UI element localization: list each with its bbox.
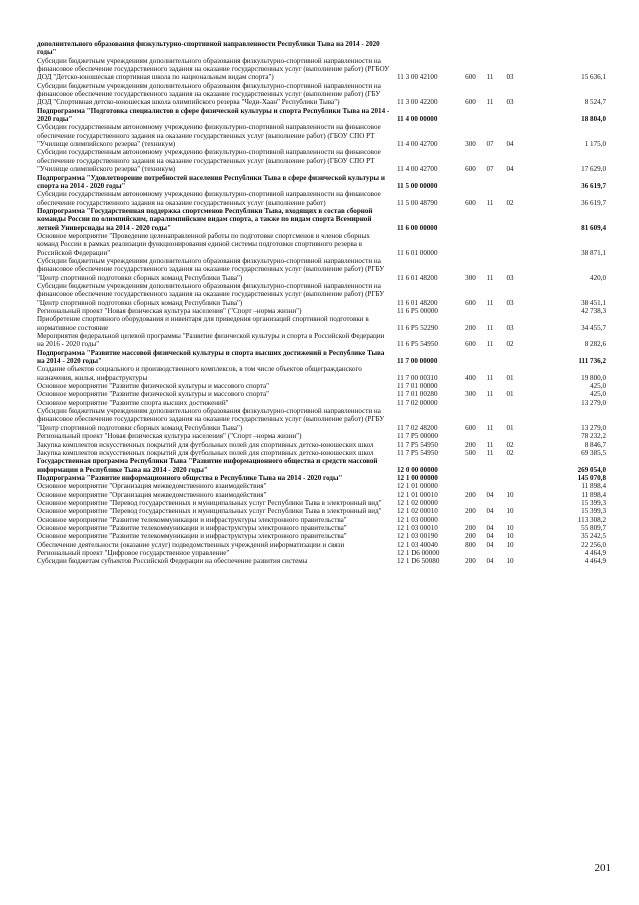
row-name: Субсидии бюджетным учреждениям дополнительного образования физкультурно-спортивной направленности на финансовое обеспечение государственного задания на оказание государственных услуг (выполнение работ) (ГБУ ДОД "Спортивная детско-юношеская школа олимпийского резерва "Чеди-Хаан" Республики Тыва"): [37, 81, 381, 107]
row-code: 11 6 01 00000: [397, 248, 438, 257]
row-rz: 07: [486, 140, 494, 149]
table-row: [37, 123, 617, 148]
table-row: [37, 499, 617, 507]
row-rz: 11: [486, 198, 494, 207]
row-name: Создание объектов социального и производственного комплексов, в том числе объектов общегражданского назначения, жилья, инфраструктуры: [37, 365, 362, 382]
row-sum: 17 629,0: [581, 165, 606, 174]
table-row: [37, 332, 617, 349]
row-vr: 800: [465, 540, 476, 549]
row-code: 11 6 01 48200: [397, 298, 438, 307]
table-row: [37, 40, 617, 57]
table-row: [37, 516, 617, 524]
row-sum: 55 809,7: [581, 523, 606, 532]
row-sum: 19 800,0: [581, 373, 606, 382]
row-sum: 13 279,0: [581, 398, 606, 407]
page-number: 201: [594, 862, 611, 874]
row-code: 11 5 00 00000: [397, 181, 438, 190]
row-pr: 03: [506, 273, 514, 282]
row-pr: 10: [506, 507, 514, 516]
table-row: [37, 82, 617, 107]
row-code: 12 1 02 00000: [397, 498, 438, 507]
row-name: Основное мероприятие "Организация межведомственного взаимодействия": [37, 482, 267, 491]
row-code: 11 7 P5 54950: [397, 440, 438, 449]
table-row: [37, 282, 617, 307]
row-name: Субсидии бюджетным учреждениям дополнительного образования физкультурно-спортивной направленности на финансовое обеспечение государственного задания на оказание государственных услуг (выполнение работ) (РГБУ "Центр спортивной подготовки сборных команд Республики Тыва"): [37, 281, 385, 307]
row-vr: 600: [465, 73, 476, 82]
row-name: Субсидии государственным автономному учреждению физкультурно-спортивной направленности на финансовое обеспечение государственного задания на оказание государственных услуг (выполнение работ): [37, 190, 381, 207]
row-sum: 42 738,3: [581, 307, 606, 315]
table-row: [37, 57, 617, 82]
row-pr: 03: [506, 73, 514, 82]
row-sum: 420,0: [590, 273, 606, 282]
row-name: Обеспечение деятельности (оказание услуг) подведомственных учреждений информатизации и связи: [37, 540, 345, 549]
row-vr: 200: [465, 557, 476, 566]
row-name: Основное мероприятие "Развитие спорта высших достижений": [37, 398, 229, 407]
row-code: 11 7 02 48200: [397, 423, 438, 432]
table-row: [37, 432, 617, 440]
row-rz: 11: [486, 323, 494, 332]
row-pr: 10: [506, 532, 514, 541]
row-name: Закупка комплектов искусственных покрытий для футбольных полей для спортивных детско-юношеских школ: [37, 448, 374, 457]
row-pr: 03: [506, 323, 514, 332]
row-vr: 200: [465, 440, 476, 449]
row-sum: 69 385,5: [581, 448, 606, 457]
row-sum: 38 871,1: [581, 248, 606, 257]
row-name: Основное мероприятие "Перевод государственных и муниципальных услуг Республики Тыва в электронный вид": [37, 507, 382, 516]
row-code: 11 7 00 00000: [397, 357, 438, 366]
table-row: [37, 482, 617, 490]
row-code: 11 7 02 00000: [397, 398, 438, 407]
row-code: 12 1 00 00000: [397, 473, 438, 482]
table-row: [37, 407, 617, 432]
row-pr: 01: [506, 373, 514, 382]
table-row: [37, 382, 617, 390]
row-name: Субсидии государственным автономному учреждению физкультурно-спортивной направленности на финансовое обеспечение государственного задания на оказание государственных услуг (выполнение работ) (ГБОУ СПО РТ "Училище олимпийского резерва" (техникум): [37, 148, 381, 174]
row-name: Мероприятия федеральной целевой программы "Развитие физической культуры и спорта в Российской Федерации на 2016 - 2020 годы": [37, 332, 385, 349]
row-code: 11 7 P5 54950: [397, 448, 438, 457]
row-code: 11 6 00 00000: [397, 223, 438, 232]
table-row: [37, 441, 617, 449]
table-row: [37, 449, 617, 457]
row-vr: 600: [465, 298, 476, 307]
row-name: Основное мероприятие "Развитие физической культуры и массового спорта": [37, 390, 270, 399]
row-code: 12 1 D6 50080: [397, 557, 440, 566]
row-name: Региональный проект "Новая физическая культура населения" ("Спорт –норма жизни"): [37, 307, 302, 315]
row-code: 11 7 P5 00000: [397, 432, 438, 441]
row-code: 11 6 P5 52290: [397, 323, 438, 332]
budget-table: [37, 40, 617, 566]
table-row: [37, 232, 617, 257]
row-code: 11 3 00 42200: [397, 98, 438, 107]
table-row: [37, 390, 617, 398]
row-sum: 425,0: [590, 390, 606, 399]
table-row: [37, 532, 617, 540]
row-rz: 04: [486, 540, 494, 549]
row-sum: 81 609,4: [581, 223, 606, 232]
row-rz: 07: [486, 165, 494, 174]
table-row: [37, 541, 617, 549]
row-vr: 200: [465, 532, 476, 541]
row-name: Подпрограмма "Развитие массовой физической культуры и спорта высших достижений в Республике Тыва на 2014 - 2020 годы": [37, 348, 385, 366]
row-rz: 04: [486, 523, 494, 532]
row-sum: 18 804,0: [581, 115, 606, 124]
row-rz: 11: [486, 440, 494, 449]
row-name: Закупка комплектов искусственных покрытий для футбольных полей для спортивных детско-юношеских школ: [37, 440, 374, 449]
row-pr: 10: [506, 490, 514, 499]
row-sum: 36 619,7: [581, 181, 606, 190]
row-sum: 8 524,7: [584, 98, 606, 107]
table-row: [37, 399, 617, 407]
row-name: Субсидии бюджетным учреждениям дополнительного образования физкультурно-спортивной направленности на финансовое обеспечение государственного задания на оказание государственных услуг (выполнение работ) (РГБОУ ДОД "Детско-юношеская спортивная школа по национальным видам спорта"): [37, 56, 390, 82]
row-name: Субсидии бюджетам субъектов Российской Федерации на обеспечение развития системы: [37, 557, 308, 566]
row-code: 11 7 01 00000: [397, 382, 438, 391]
row-code: 11 4 00 42700: [397, 140, 438, 149]
row-name: Основное мероприятие "Организация межведомственного взаимодействия": [37, 490, 267, 499]
row-name: Подпрограмма "Государственная поддержка спортсменов Республики Тыва, входящих в состав сборной команды России по олимпийским, паралимпийским видам спорта, а также по видам спорта Всемирной летней Универсиады на 2014 - 2020 годы": [37, 206, 373, 232]
row-vr: 200: [465, 507, 476, 516]
row-sum: 34 455,7: [581, 323, 606, 332]
row-sum: 38 451,1: [581, 298, 606, 307]
row-vr: 300: [465, 140, 476, 149]
row-pr: 10: [506, 557, 514, 566]
row-sum: 8 282,6: [584, 340, 606, 349]
row-sum: 35 242,5: [581, 532, 606, 541]
table-row: [37, 315, 617, 332]
row-sum: 111 736,2: [578, 357, 606, 366]
row-code: 11 4 00 00000: [397, 115, 438, 124]
row-sum: 4 464,9: [584, 548, 606, 557]
row-name: Подпрограмма "Развитие информационного общества в Республике Тыва на 2014 - 2020 годы": [37, 473, 343, 482]
row-rz: 11: [486, 423, 494, 432]
row-sum: 15 636,1: [581, 73, 606, 82]
row-code: 11 5 00 48790: [397, 198, 438, 207]
row-vr: 200: [465, 490, 476, 499]
row-code: 12 1 03 40040: [397, 540, 438, 549]
row-code: 11 7 01 00280: [397, 390, 438, 399]
table-row: [37, 457, 617, 474]
row-code: 12 1 03 00010: [397, 523, 438, 532]
row-vr: 400: [465, 373, 476, 382]
row-vr: 600: [465, 98, 476, 107]
row-sum: 8 846,7: [584, 440, 606, 449]
table-row: [37, 474, 617, 482]
row-pr: 03: [506, 298, 514, 307]
row-sum: 15 399,3: [581, 498, 606, 507]
row-code: 11 4 00 42700: [397, 165, 438, 174]
row-name: Основное мероприятие "Проведение целенаправленной работы по подготовке спортсменов и членов сборных команд России в рамках реализации функционирования единой системы подготовки спортивного резерва в Российской Федерации": [37, 231, 370, 257]
row-code: 11 7 00 00310: [397, 373, 438, 382]
row-rz: 11: [486, 273, 494, 282]
row-name: Подпрограмма "Подготовка специалистов в сфере физической культуры и спорта Республики Тыва на 2014 - 2020 годы": [37, 106, 390, 124]
table-row: [37, 557, 617, 565]
row-sum: 269 054,0: [577, 465, 606, 474]
table-row: [37, 190, 617, 207]
table-row: [37, 491, 617, 499]
row-vr: 600: [465, 165, 476, 174]
row-sum: 11 898,4: [581, 482, 606, 491]
row-name: Основное мероприятие "Развитие физической культуры и массового спорта": [37, 382, 270, 391]
row-code: 12 1 03 00000: [397, 515, 438, 524]
row-pr: 02: [506, 448, 514, 457]
row-code: 11 6 P5 54950: [397, 340, 438, 349]
row-vr: 200: [465, 523, 476, 532]
row-vr: 300: [465, 390, 476, 399]
row-sum: 15 399,3: [581, 507, 606, 516]
row-rz: 11: [486, 73, 494, 82]
row-rz: 04: [486, 490, 494, 499]
row-vr: 600: [465, 340, 476, 349]
row-code: 11 6 01 48200: [397, 273, 438, 282]
row-sum: 78 232,2: [581, 432, 606, 441]
row-sum: 425,0: [590, 382, 606, 391]
row-rz: 11: [486, 340, 494, 349]
row-name: Основное мероприятие "Развитие телекоммуникации и инфраструктуры электронного правительства": [37, 532, 347, 541]
row-rz: 11: [486, 373, 494, 382]
row-name: Региональный проект "Новая физическая культура населения" ("Спорт –норма жизни"): [37, 432, 302, 441]
row-pr: 02: [506, 340, 514, 349]
table-row: [37, 507, 617, 515]
row-sum: 11 898,4: [581, 490, 606, 499]
row-pr: 10: [506, 540, 514, 549]
row-name: Основное мероприятие "Развитие телекоммуникации и инфраструктуры электронного правительства": [37, 515, 347, 524]
row-code: 11 6 P5 00000: [397, 307, 438, 315]
table-row: [37, 549, 617, 557]
row-vr: 500: [465, 448, 476, 457]
row-rz: 11: [486, 298, 494, 307]
row-pr: 04: [506, 165, 514, 174]
row-pr: 02: [506, 440, 514, 449]
row-sum: 1 175,0: [584, 140, 606, 149]
row-rz: 04: [486, 532, 494, 541]
row-vr: 300: [465, 273, 476, 282]
row-sum: 36 619,7: [581, 198, 606, 207]
row-rz: 04: [486, 507, 494, 516]
row-pr: 03: [506, 98, 514, 107]
row-pr: 01: [506, 423, 514, 432]
row-pr: 10: [506, 523, 514, 532]
row-name: Приобретение спортивного оборудования и инвентаря для приведения организаций спортивной подготовки в нормативное состояние: [37, 315, 369, 332]
row-rz: 11: [486, 98, 494, 107]
row-pr: 04: [506, 140, 514, 149]
row-code: 11 3 00 42100: [397, 73, 438, 82]
row-vr: 600: [465, 198, 476, 207]
row-code: 12 0 00 00000: [397, 465, 438, 474]
row-vr: 600: [465, 423, 476, 432]
row-name: Государственная программа Республики Тыва "Развитие информационного общества и средств массовой информации в Республике Тыва на 2014 - 2020 годы": [37, 457, 378, 474]
row-sum: 4 464,9: [584, 557, 606, 566]
table-row: [37, 207, 617, 232]
row-name: Региональный проект "Цифровое государственное управление": [37, 548, 230, 557]
row-name: Субсидии бюджетным учреждениям дополнительного образования физкультурно-спортивной направленности на финансовое обеспечение государственного задания на оказание государственных услуг (выполнение работ) (РГБУ "Центр спортивной подготовки сборных команд Республики Тыва"): [37, 407, 385, 432]
row-sum: 145 070,8: [577, 473, 606, 482]
row-name: Основное мероприятие "Перевод государственных и муниципальных услуг Республики Тыва в электронный вид": [37, 498, 382, 507]
table-row: [37, 524, 617, 532]
row-pr: 01: [506, 390, 514, 399]
table-row: [37, 107, 617, 124]
row-code: 12 1 01 00010: [397, 490, 438, 499]
row-code: 12 1 01 00000: [397, 482, 438, 491]
table-row: [37, 365, 617, 382]
row-name: Субсидии государственным автономному учреждению физкультурно-спортивной направленности на финансовое обеспечение государственного задания на оказание государственных услуг (выполнение работ) (ГБОУ СПО РТ "Училище олимпийского резерва" (техникум): [37, 123, 381, 149]
row-rz: 11: [486, 390, 494, 399]
row-pr: 02: [506, 198, 514, 207]
table-row: [37, 349, 617, 366]
row-rz: 04: [486, 557, 494, 566]
row-rz: 11: [486, 448, 494, 457]
table-row: [37, 174, 617, 191]
row-sum: 22 256,0: [581, 540, 606, 549]
row-vr: 200: [465, 323, 476, 332]
row-code: 12 1 03 00190: [397, 532, 438, 541]
row-name: Подпрограмма "Удовлетворение потребностей населения Республики Тыва в сфере физической культуры и спорта на 2014 - 2020 годы": [37, 173, 385, 190]
row-name: дополнительного образования физкультурно-спортивной направленности Республики Тыва на 2014 - 2020 годы": [37, 40, 380, 57]
table-row: [37, 148, 617, 173]
table-row: [37, 257, 617, 282]
row-name: Субсидии бюджетным учреждениям дополнительного образования физкультурно-спортивной направленности на финансовое обеспечение государственного задания на оказание государственных услуг (выполнение работ) (РГБУ "Центр спортивной подготовки сборных команд Республики Тыва"): [37, 256, 385, 282]
table-row: [37, 307, 617, 315]
row-sum: 13 279,0: [581, 423, 606, 432]
row-code: 12 1 D6 00000: [397, 548, 440, 557]
row-name: Основное мероприятие "Развитие телекоммуникации и инфраструктуры электронного правительства": [37, 523, 347, 532]
row-code: 12 1 02 00010: [397, 507, 438, 516]
row-sum: 113 308,2: [577, 515, 606, 524]
